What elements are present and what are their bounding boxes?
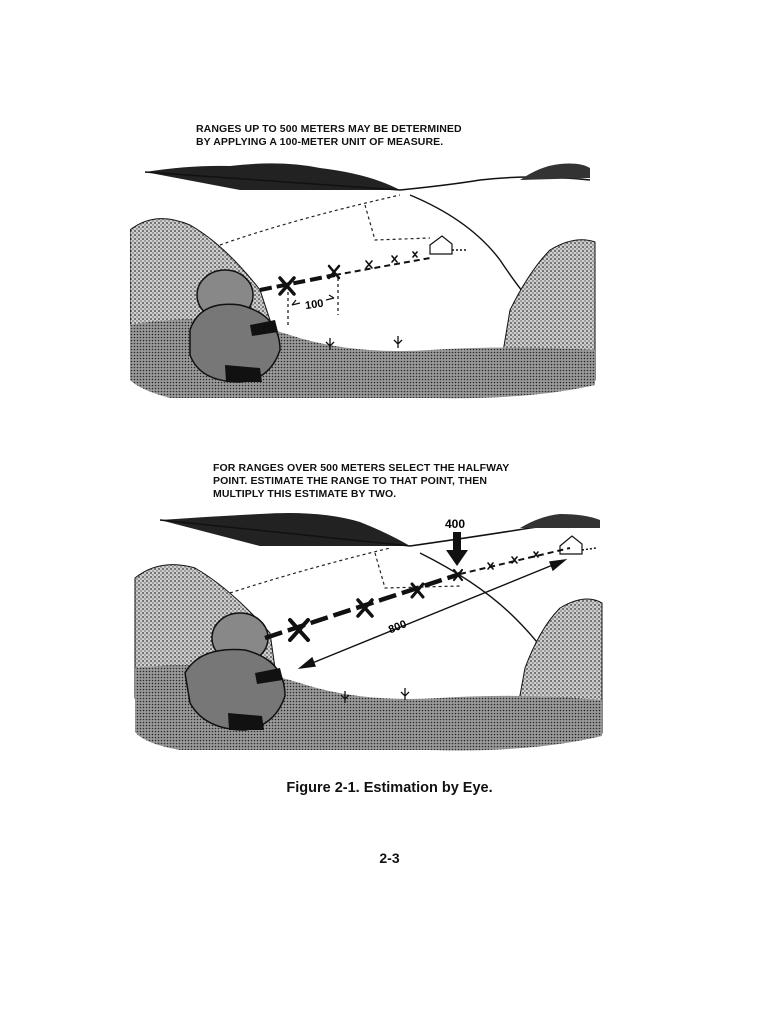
bottom-range-illustration [130,508,605,758]
caption-line: FOR RANGES OVER 500 METERS SELECT THE HALFWAY [213,462,510,474]
caption-line: BY APPLYING A 100-METER UNIT OF MEASURE. [196,136,444,148]
x-marker [366,252,417,268]
treeline [145,163,400,190]
caption-line: MULTIPLY THIS ESTIMATE BY TWO. [213,488,397,500]
house-icon [560,536,596,554]
figure-caption: Figure 2-1. Estimation by Eye. [286,780,493,796]
distant-trees [520,514,600,528]
field-boundary [220,195,400,245]
treeline [160,513,410,546]
field-boundary [230,548,390,593]
page-number: 2-3 [379,850,400,866]
bottom-panel-caption [213,462,509,501]
house-icon [430,236,466,254]
caption-line: POINT. ESTIMATE THE RANGE TO THAT POINT, THEN [213,475,488,487]
road [410,195,530,300]
distant-trees [520,164,590,181]
top-panel-caption [196,123,462,149]
range-line [265,548,570,638]
caption-line: RANGES UP TO 500 METERS MAY BE DETERMINED [196,123,462,135]
halfway-arrow-icon [446,532,468,566]
unit-label: 100 [304,297,325,313]
field-boundary [365,205,430,240]
halfway-label: 400 [445,517,466,531]
total-label: 800 [386,618,409,637]
top-range-illustration [130,150,600,400]
field-boundary [375,553,460,588]
